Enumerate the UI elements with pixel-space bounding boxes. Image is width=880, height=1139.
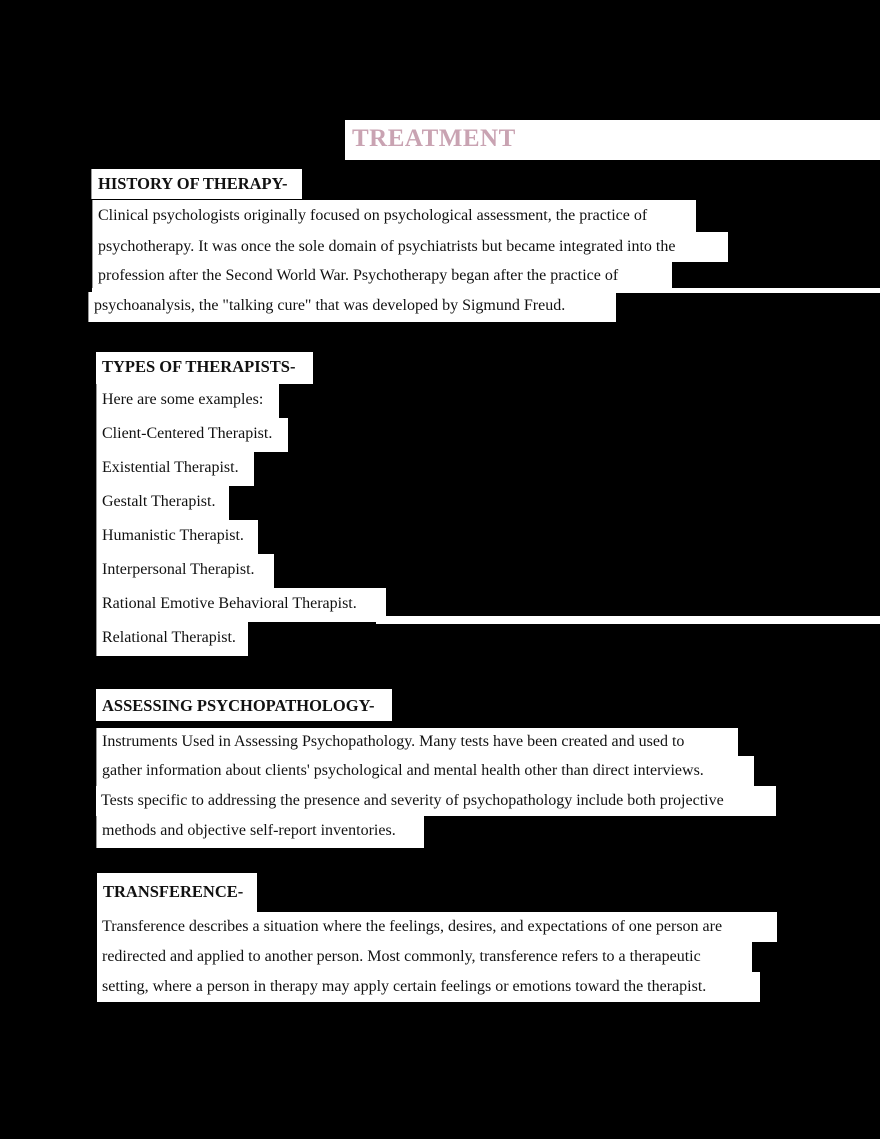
therapist-type-item: Client-Centered Therapist.	[96, 418, 288, 452]
history-line-1: Clinical psychologists originally focused on psychological assessment, the practice of	[92, 200, 696, 232]
history-line-4: psychoanalysis, the "talking cure" that was developed by Sigmund Freud.	[88, 292, 616, 322]
therapist-type-item: Relational Therapist.	[96, 622, 248, 656]
therapist-type-item: Humanistic Therapist.	[96, 520, 258, 554]
history-line-2: psychotherapy. It was once the sole domain of psychiatrists but became integrated into the	[92, 232, 728, 262]
assessing-line-3: Tests specific to addressing the presence and severity of psychopathology include both projective	[96, 786, 776, 816]
section-heading-transference: TRANSFERENCE-	[97, 873, 257, 913]
assessing-line-2: gather information about clients' psychological and mental health other than direct interviews.	[96, 756, 754, 786]
transference-line-1: Transference describes a situation where the feelings, desires, and expectations of one person are	[97, 912, 777, 942]
document-title: TREATMENT	[345, 120, 880, 160]
transference-line-3: setting, where a person in therapy may apply certain feelings or emotions toward the therapist.	[97, 972, 760, 1002]
therapist-type-item: Gestalt Therapist.	[96, 486, 229, 520]
assessing-line-1: Instruments Used in Assessing Psychopathology. Many tests have been created and used to	[96, 728, 738, 756]
therapist-type-item: Rational Emotive Behavioral Therapist.	[96, 588, 386, 622]
therapist-type-item: Existential Therapist.	[96, 452, 254, 486]
section-heading-history: HISTORY OF THERAPY-	[91, 169, 302, 199]
transference-line-2: redirected and applied to another person. Most commonly, transference refers to a therapeutic	[97, 942, 752, 972]
section-heading-assessing: ASSESSING PSYCHOPATHOLOGY-	[96, 689, 392, 721]
page-strip	[376, 616, 880, 624]
section-heading-types: TYPES OF THERAPISTS-	[96, 352, 313, 384]
assessing-line-4: methods and objective self-report inventories.	[96, 816, 424, 848]
history-line-3: profession after the Second World War. Psychotherapy began after the practice of	[92, 262, 672, 288]
types-line-intro: Here are some examples:	[96, 384, 279, 418]
therapist-type-item: Interpersonal Therapist.	[96, 554, 274, 588]
